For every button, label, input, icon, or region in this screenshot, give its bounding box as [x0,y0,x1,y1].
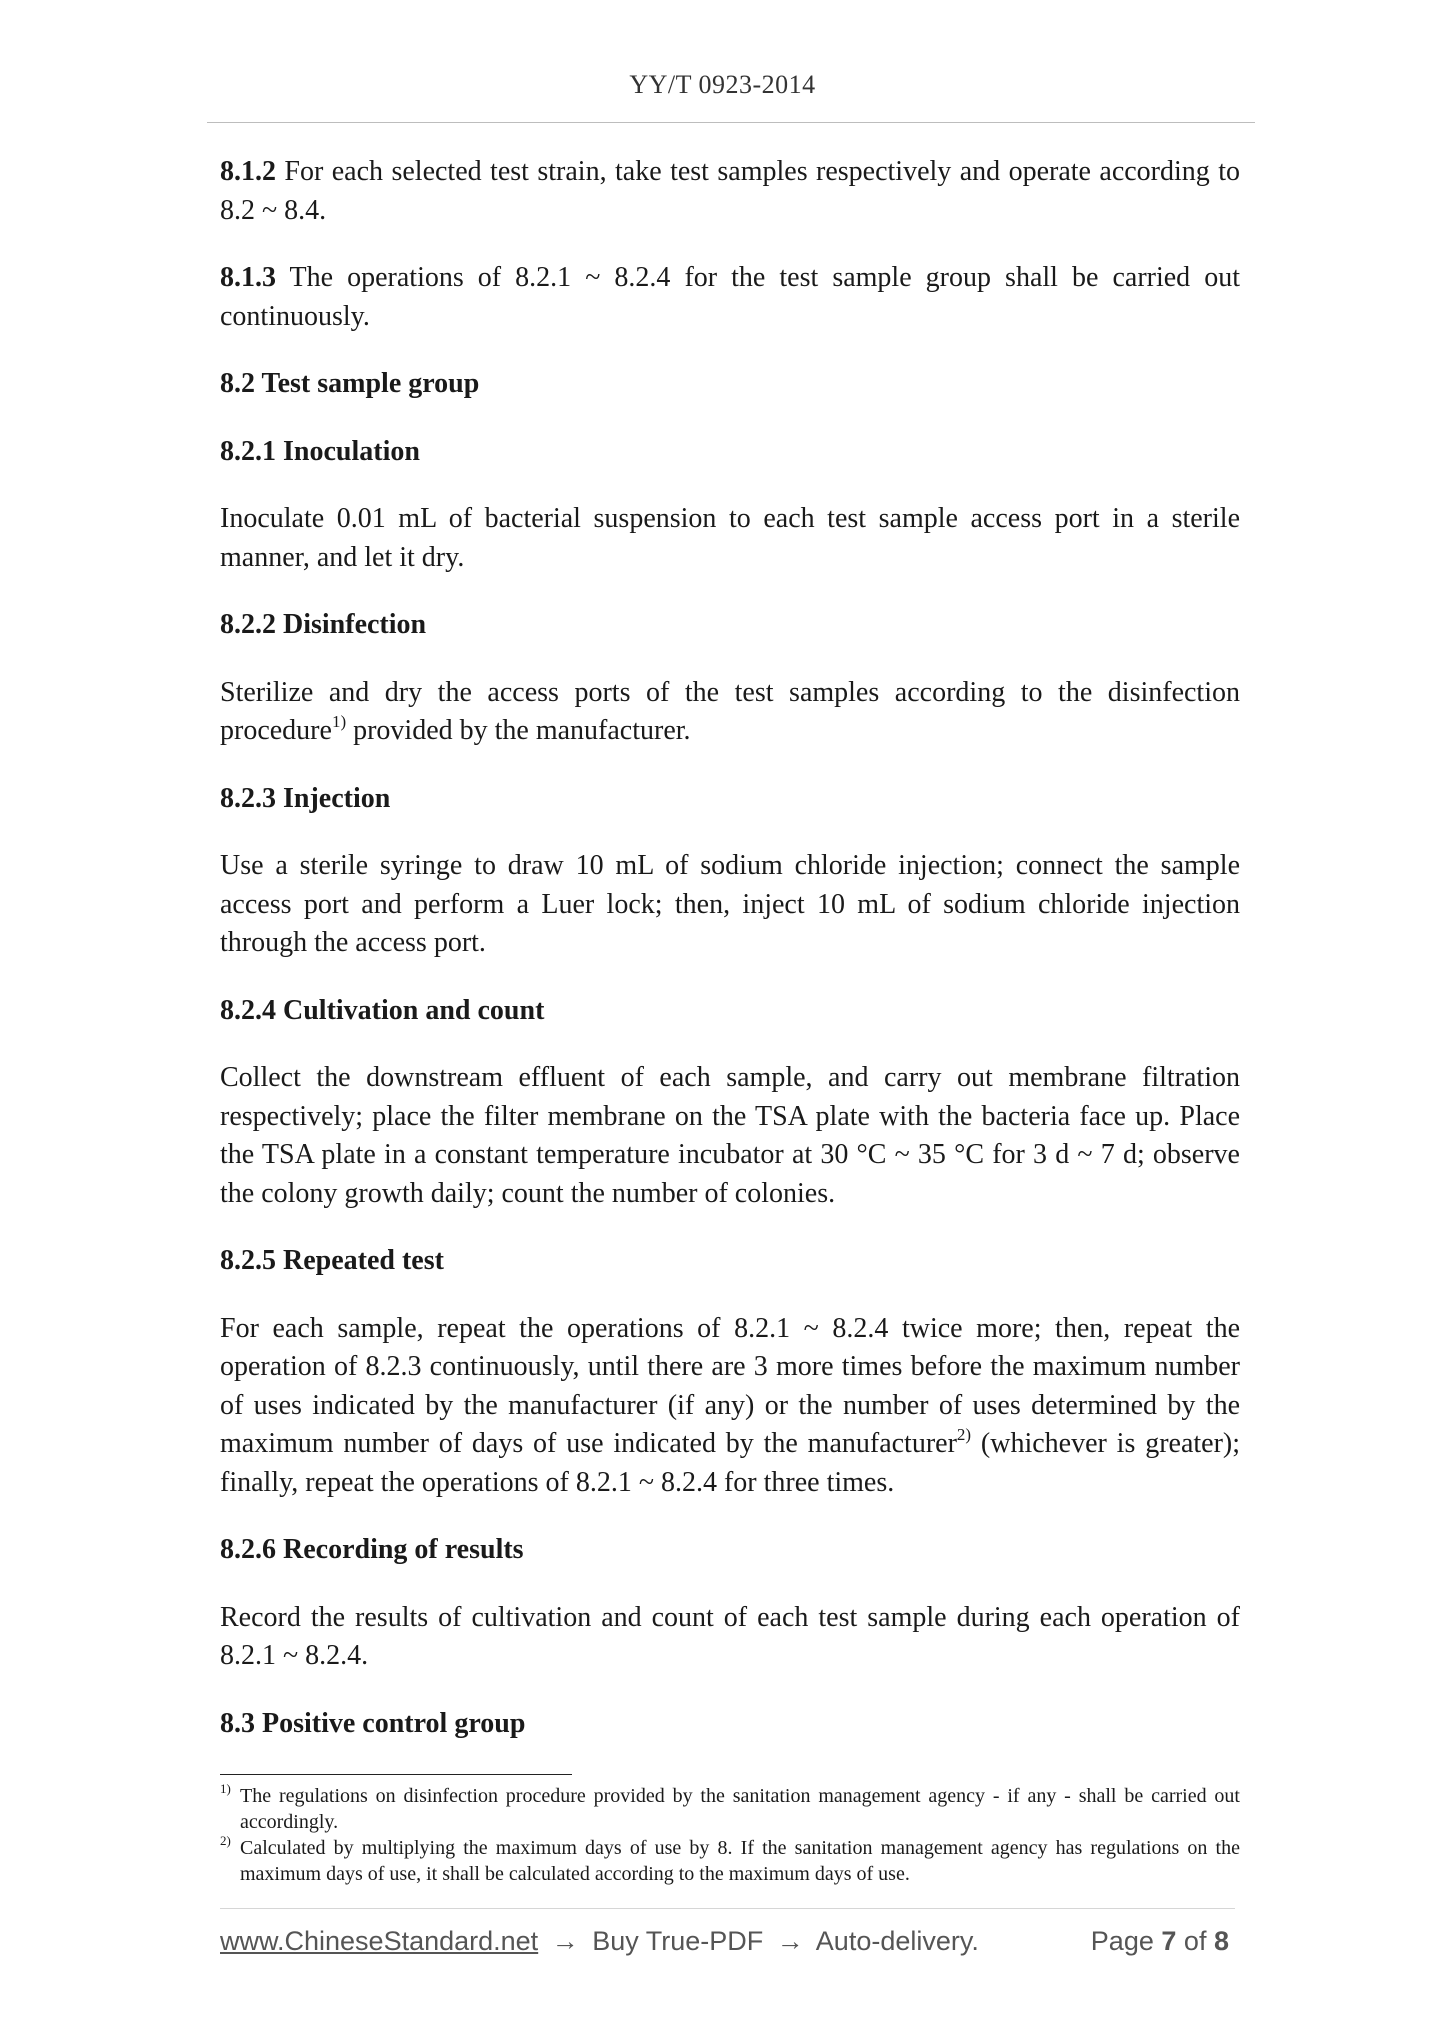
heading-8-2-4: 8.2.4 Cultivation and count [220,994,545,1026]
footnote-text: The regulations on disinfection procedure provided by the sanitation management agency - if any - shall be carried out accordingly. [240,1785,1240,1833]
footnotes [220,1783,1240,1887]
header-divider [207,122,1255,123]
heading-8-2-3: 8.2.3 Injection [220,782,391,814]
paragraph-text: For each sample, repeat the operations of 8.2.1 ~ 8.2.4 twice more; then, repeat the operation of 8.2.3 continuously, until there are 3 more times before the maximum number of uses indicated by the manufacturer (if any) or the number of uses determined by the maximum number of days of use indicated by the manufacturer [220,1312,1240,1459]
paragraph-cultivation: Collect the downstream effluent of each sample, and carry out membrane filtration respectively; place the filter membrane on the TSA plate with the bacteria face up. Place the TSA plate in a constant temperature incubator at 30 °C ~ 35 °C for 3 d ~ 7 d; observe the colony growth daily; count the number of colonies. [220,1062,1240,1209]
paragraph-text: Sterilize and dry the access ports of the test samples according to the disinfection procedure [220,676,1240,746]
heading-8-2-1: 8.2.1 Inoculation [220,435,420,467]
paragraph-repeated-test [220,1310,1240,1503]
clause-number: 8.1.3 [220,262,276,293]
footer-promo [220,1926,979,1957]
page-header: YY/T 0923-2014 [629,70,816,99]
arrow-right-icon: → [776,1926,804,1956]
website-link[interactable]: www.ChineseStandard.net [220,1926,539,1956]
footnote-ref-1[interactable]: 1) [331,711,347,731]
clause-text: The operations of 8.2.1 ~ 8.2.4 for the test sample group shall be carried out continuously. [220,262,1240,332]
footnote-mark-text: 1) [220,1781,231,1797]
footnote-mark [220,1783,240,1835]
clause-8-1-2 [220,153,1240,230]
paragraph-recording: Record the results of cultivation and count of each test sample during each operation of 8.2.1 ~ 8.2.4. [220,1601,1240,1671]
document-body [220,153,1240,1772]
page-footer [220,1926,1235,1966]
page-label: Page [1090,1926,1154,1956]
footnote-2 [220,1835,1240,1887]
arrow-right-icon: → [551,1926,579,1956]
buy-pdf-text: Buy True-PDF [592,1926,764,1956]
heading-8-2-6: 8.2.6 Recording of results [220,1534,524,1565]
footnote-mark-text: 2) [220,1833,231,1849]
paragraph-disinfection [220,674,1240,751]
heading-8-3: 8.3 Positive control group [220,1707,526,1739]
page-indicator [1091,1926,1229,1957]
paragraph-text: (whichever is greater); finally, repeat the operations of 8.2.1 ~ 8.2.4 for three times. [220,1428,1241,1498]
delivery-text: Auto-delivery. [815,1926,979,1956]
clause-text: For each selected test strain, take test samples respectively and operate according to 8.2 ~ 8.4. [220,156,1240,226]
paragraph-text: provided by the manufacturer. [346,715,691,746]
footnote-ref-2[interactable]: 2) [956,1424,972,1444]
heading-8-2-5: 8.2.5 Repeated test [220,1245,444,1276]
heading-8-2-2: 8.2.2 Disinfection [220,609,427,640]
clause-8-1-3 [220,259,1240,336]
clause-number: 8.1.2 [220,156,276,187]
paragraph-inoculation: Inoculate 0.01 mL of bacterial suspension to each test sample access port in a sterile manner, and let it dry. [220,503,1240,573]
page-total: 8 [1213,1926,1229,1956]
footnote-1 [220,1783,1240,1835]
footnote-mark [220,1835,240,1887]
footnote-divider [220,1774,572,1775]
page-current: 7 [1161,1926,1177,1956]
footnote-text: Calculated by multiplying the maximum days of use by 8. If the sanitation management agency has regulations on the maximum days of use, it shall be calculated according to the maximum days of use. [240,1837,1240,1885]
paragraph-injection: Use a sterile syringe to draw 10 mL of sodium chloride injection; connect the sample access port and perform a Luer lock; then, inject 10 mL of sodium chloride injection through the access port. [220,850,1240,958]
heading-8-2: 8.2 Test sample group [220,368,480,399]
footer-divider [220,1908,1235,1909]
page-of-label: of [1183,1926,1207,1956]
